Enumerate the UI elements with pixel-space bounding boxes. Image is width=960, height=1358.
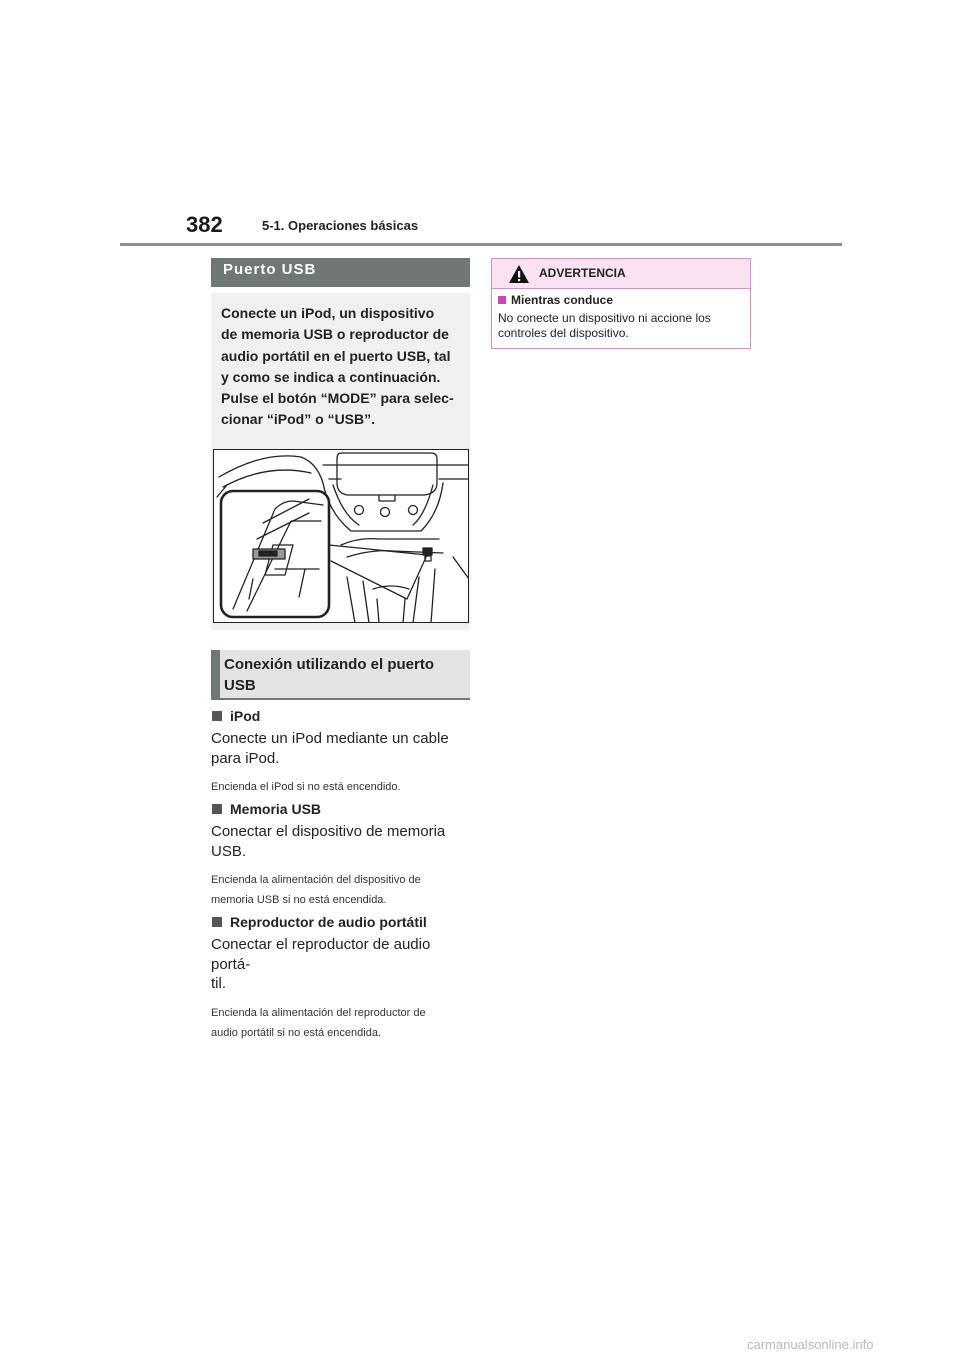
item-note [211, 1003, 470, 1043]
item-body-line: Conectar el reproductor de audio portá- [211, 936, 431, 973]
item-heading-text: Reproductor de audio portátil [230, 914, 427, 930]
subtitle-line: Conexión utilizando el puerto [224, 656, 434, 673]
item-note-line: Encienda la alimentación del reproductor de [211, 1006, 426, 1019]
warning-text-line: No conecte un dispositivo ni accione los [498, 311, 711, 325]
intro-text [221, 303, 462, 431]
square-bullet-icon [498, 296, 506, 304]
item-memoria-usb [211, 801, 470, 910]
warning-text-line: controles del dispositivo. [498, 325, 629, 340]
item-body-line: Conecte un iPod mediante un cable [211, 730, 449, 747]
item-note-line: audio portátil si no está encendida. [211, 1026, 382, 1039]
item-heading [211, 708, 470, 724]
intro-line: de memoria USB o reproductor de [221, 326, 449, 343]
item-body-line: Conectar el dispositivo de memoria [211, 823, 446, 840]
warning-header [492, 259, 750, 289]
item-note-line: memoria USB si no está encendida. [211, 894, 387, 906]
section-title-conexion-usb [211, 650, 470, 700]
warning-box [491, 258, 751, 349]
section-title-puerto-usb: Puerto USB [211, 258, 470, 287]
item-body [211, 729, 470, 768]
item-note [211, 870, 470, 910]
intro-box [211, 293, 470, 443]
item-note-line: Encienda la alimentación del dispositivo de [211, 874, 421, 886]
warning-triangle-icon [508, 264, 530, 284]
intro-line: cionar “iPod” o “USB”. [221, 411, 376, 428]
page-number: 382 [186, 212, 223, 237]
warning-title: ADVERTENCIA [539, 266, 626, 280]
item-heading [211, 914, 470, 930]
item-heading-text: iPod [230, 708, 261, 724]
subtitle-line: USB [224, 677, 256, 694]
section-header: 5-1. Operaciones básicas [262, 218, 419, 233]
square-bullet-icon [212, 804, 222, 814]
item-body-line: para iPod. [211, 749, 280, 767]
square-bullet-icon [212, 917, 222, 927]
intro-line: y como se indica a continuación. [221, 368, 441, 385]
intro-line: Conecte un iPod, un dispositivo [221, 305, 435, 321]
warning-subheading [498, 293, 613, 307]
square-bullet-icon [212, 711, 222, 721]
warning-subheading-text: Mientras conduce [511, 293, 614, 307]
usb-port-illustration [211, 443, 470, 630]
intro-line: audio portátil en el puerto USB, tal [221, 347, 451, 364]
item-note [211, 777, 470, 797]
item-ipod [211, 708, 470, 797]
item-body [211, 822, 470, 861]
header-rule [120, 243, 842, 246]
watermark: carmanualsonline.info [747, 1337, 874, 1352]
item-reproductor-audio [211, 914, 470, 1043]
item-body [211, 935, 470, 994]
item-heading-text: Memoria USB [230, 801, 322, 817]
dashboard-usb-drawing [213, 449, 469, 623]
item-note-line: Encienda el iPod si no está encendido. [211, 781, 401, 793]
item-body-line: USB. [211, 842, 247, 860]
item-heading [211, 801, 470, 817]
intro-line: Pulse el botón “MODE” para selec- [221, 390, 454, 407]
warning-text [498, 311, 743, 340]
item-body-line: til. [211, 975, 226, 992]
